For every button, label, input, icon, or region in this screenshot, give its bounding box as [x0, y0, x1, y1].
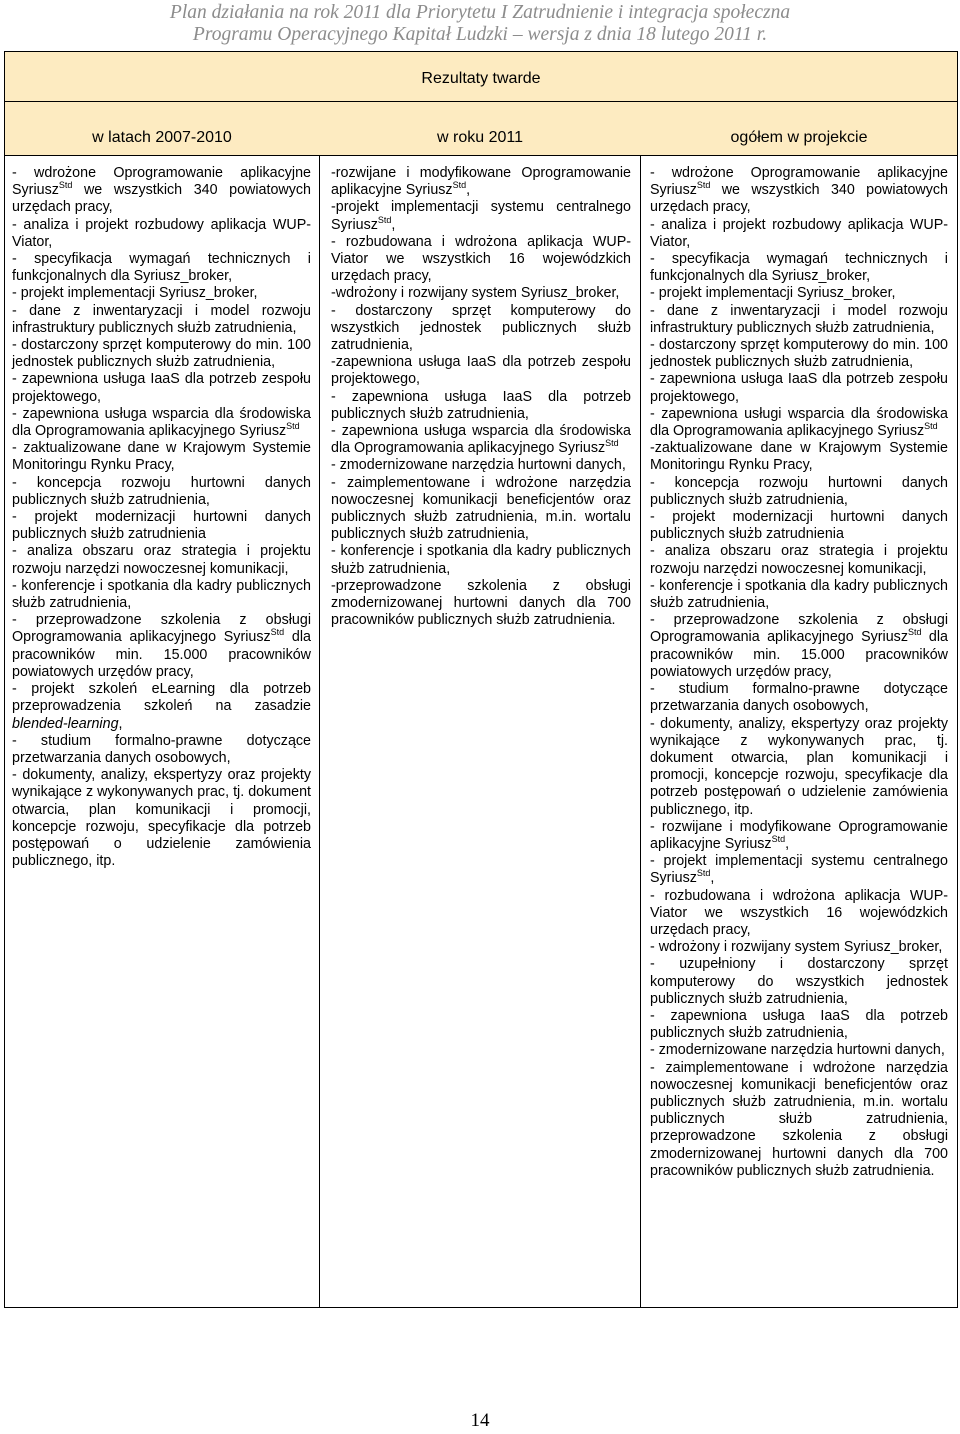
- result-item: - zapewniona usługa IaaS dla potrzeb zespołu projektowego,: [12, 371, 311, 405]
- result-item: - przeprowadzone szkolenia z obsługi Oprogramowania aplikacyjnego Syriusz$^{Std}$ dla pracowników min. 15.000 pracowników powiatowych urzędów pracy,: [650, 612, 948, 680]
- cell-results-total: [650, 165, 948, 1180]
- result-item: - analiza i projekt rozbudowy aplikacja WUP-Viator,: [650, 216, 948, 250]
- result-item: - dokumenty, analizy, ekspertyzy oraz projekty wynikające z wykonywanych prac, tj. dokument otwarcia, plan komunikacji i promocji, koncepcje rozwoju, specyfikacje dla potrzeb postępowań o udzielenie zamówienia publicznego, itp.: [12, 767, 311, 870]
- column-header-2011: w roku 2011: [437, 129, 523, 146]
- results-table: [4, 51, 958, 1308]
- result-item: - analiza obszaru oraz strategia i projektu rozwoju narzędzi nowoczesnej komunikacji,: [650, 543, 948, 577]
- result-item: - projekt modernizacji hurtowni danych publicznych służb zatrudnienia: [650, 509, 948, 543]
- table-divider: [5, 101, 957, 102]
- column-divider: [319, 156, 320, 1307]
- result-item: - wdrożone Oprogramowanie aplikacyjne Syriusz$^{Std}$ we wszystkich 340 powiatowych urzędach pracy,: [650, 165, 948, 216]
- result-item: - zapewniona usługi wsparcia dla środowiska dla Oprogramowania aplikacyjnego Syriusz$^{Std}$: [650, 405, 948, 440]
- result-item: - projekt implementacji Syriusz_broker,: [650, 285, 896, 302]
- result-item: - zmodernizowane narzędzia hurtowni danych,: [331, 457, 626, 474]
- result-item: - analiza obszaru oraz strategia i projektu rozwoju narzędzi nowoczesnej komunikacji,: [12, 543, 311, 577]
- result-item: - projekt implementacji systemu centralnego Syriusz$^{Std}$,: [650, 853, 948, 887]
- table-header-block: [5, 52, 957, 156]
- result-item: - zapewniona usługa wsparcia dla środowiska dla Oprogramowania aplikacyjnego Syriusz$^{Std}$: [331, 423, 631, 457]
- result-item: - dostarczony sprzęt komputerowy do min. 100 jednostek publicznych służb zatrudnienia,: [12, 337, 311, 371]
- result-item: - rozbudowana i wdrożona aplikacja WUP-Viator we wszystkich 16 wojewódzkich urzędach pracy,: [331, 233, 631, 285]
- page-number: 14: [470, 1410, 490, 1431]
- table-title: Rezultaty twarde: [421, 70, 541, 87]
- result-item: - analiza i projekt rozbudowy aplikacja WUP-Viator,: [12, 216, 311, 250]
- result-item: - rozwijane i modyfikowane Oprogramowanie aplikacyjne Syriusz$^{Std}$,: [650, 818, 948, 852]
- result-item: - zaimplementowane i wdrożone narzędzia nowoczesnej komunikacji beneficjentów oraz publicznych służb zatrudnienia, m.in. wortalu publicznych służb zatrudnienia,: [331, 474, 631, 543]
- result-item: - wdrożone Oprogramowanie aplikacyjne Syriusz$^{Std}$ we wszystkich 340 powiatowych urzędach pracy,: [12, 165, 311, 216]
- result-item: - zaktualizowane dane w Krajowym Systemie Monitoringu Rynku Pracy,: [12, 440, 311, 474]
- result-item: - zmodernizowane narzędzia hurtowni danych,: [650, 1042, 945, 1059]
- column-divider: [640, 156, 641, 1307]
- cell-results-2011: [331, 165, 631, 629]
- result-item: -zaktualizowane dane w Krajowym Systemie Monitoringu Rynku Pracy,: [650, 440, 948, 474]
- result-item: - zapewniona usługa IaaS dla potrzeb publicznych służb zatrudnienia,: [331, 388, 631, 422]
- result-item: - projekt implementacji Syriusz_broker,: [12, 285, 258, 302]
- result-item: - dane z inwentaryzacji i model rozwoju infrastruktury publicznych służb zatrudnienia,: [650, 302, 948, 336]
- result-item: -zapewniona usługa IaaS dla potrzeb zespołu projektowego,: [331, 354, 631, 388]
- page-header: [0, 2, 960, 46]
- result-item: - projekt szkoleń eLearning dla potrzeb przeprowadzenia szkoleń na zasadzie blended-learning,: [12, 681, 311, 732]
- result-item: - projekt modernizacji hurtowni danych publicznych służb zatrudnienia: [12, 509, 311, 543]
- table-divider: [5, 155, 957, 156]
- result-item: - dokumenty, analizy, ekspertyzy oraz projekty wynikające z wykonywanych prac, tj. dokument otwarcia, plan komunikacji i promocji, koncepcje rozwoju, specyfikacje dla potrzeb postępowań o udzielenie zamówienia publicznego, itp.: [650, 715, 948, 818]
- result-item: -rozwijane i modyfikowane Oprogramowanie aplikacyjne Syriusz$^{Std}$,: [331, 165, 631, 199]
- result-item: -wdrożony i rozwijany system Syriusz_broker,: [331, 285, 620, 302]
- header-line-1: Plan działania na rok 2011 dla Priorytetu I Zatrudnienie i integracja społeczna: [169, 2, 791, 23]
- result-item: - rozbudowana i wdrożona aplikacja WUP-Viator we wszystkich 16 wojewódzkich urzędach pracy,: [650, 887, 948, 938]
- result-item: - studium formalno-prawne dotyczące przetwarzania danych osobowych,: [12, 732, 311, 766]
- column-header-2007-2010: w latach 2007-2010: [92, 129, 232, 146]
- result-item: - konferencje i spotkania dla kadry publicznych służb zatrudnienia,: [650, 577, 948, 612]
- column-header-total: ogółem w projekcie: [730, 129, 868, 146]
- result-item: - zapewniona usługa IaaS dla potrzeb publicznych służb zatrudnienia,: [650, 1007, 948, 1042]
- result-item: - konferencje i spotkania dla kadry publicznych służb zatrudnienia,: [12, 577, 311, 612]
- result-item: - studium formalno-prawne dotyczące przetwarzania danych osobowych,: [650, 681, 948, 715]
- result-item: - koncepcja rozwoju hurtowni danych publicznych służb zatrudnienia,: [12, 474, 311, 508]
- result-item: - uzupełniony i dostarczony sprzęt komputerowy do wszystkich jednostek publicznych służb zatrudnienia,: [650, 956, 948, 1007]
- result-item: - specyfikacja wymagań technicznych i funkcjonalnych dla Syriusz_broker,: [650, 251, 948, 285]
- result-item: - dostarczony sprzęt komputerowy do min. 100 jednostek publicznych służb zatrudnienia,: [650, 337, 948, 371]
- result-item: - dane z inwentaryzacji i model rozwoju infrastruktury publicznych służb zatrudnienia,: [12, 302, 311, 336]
- result-item: - koncepcja rozwoju hurtowni danych publicznych służb zatrudnienia,: [650, 474, 948, 508]
- result-item: -projekt implementacji systemu centralnego Syriusz$^{Std}$,: [331, 199, 631, 233]
- result-item: - zapewniona usługa wsparcia dla środowiska dla Oprogramowania aplikacyjnego Syriusz$^{Std}$: [12, 405, 311, 440]
- result-item: - zaimplementowane i wdrożone narzędzia nowoczesnej komunikacji beneficjentów oraz publicznych służb zatrudnienia, m.in. wortalu publicznych służb zatrudnienia, przeprowadzone szkolenia z obsługi zmodernizowanej hurtowni danych dla 700 pracowników publicznych służb zatrudnienia.: [650, 1059, 948, 1179]
- result-item: -przeprowadzone szkolenia z obsługi zmodernizowanej hurtowni danych dla 700 pracowników publicznych służb zatrudnienia.: [331, 577, 631, 629]
- header-line-2: Programu Operacyjnego Kapitał Ludzki – wersja z dnia 18 lutego 2011 r.: [192, 24, 768, 45]
- result-item: - konferencje i spotkania dla kadry publicznych służb zatrudnienia,: [331, 543, 631, 577]
- result-item: - zapewniona usługa IaaS dla potrzeb zespołu projektowego,: [650, 371, 948, 405]
- result-item: - specyfikacja wymagań technicznych i funkcjonalnych dla Syriusz_broker,: [12, 251, 311, 285]
- result-item: - wdrożony i rozwijany system Syriusz_broker,: [650, 939, 943, 956]
- result-item: - dostarczony sprzęt komputerowy do wszystkich jednostek publicznych służb zatrudnienia,: [331, 302, 631, 354]
- result-item: - przeprowadzone szkolenia z obsługi Oprogramowania aplikacyjnego Syriusz$^{Std}$ dla pracowników min. 15.000 pracowników powiatowych urzędów pracy,: [12, 612, 311, 680]
- cell-results-2007-2010: [12, 165, 311, 870]
